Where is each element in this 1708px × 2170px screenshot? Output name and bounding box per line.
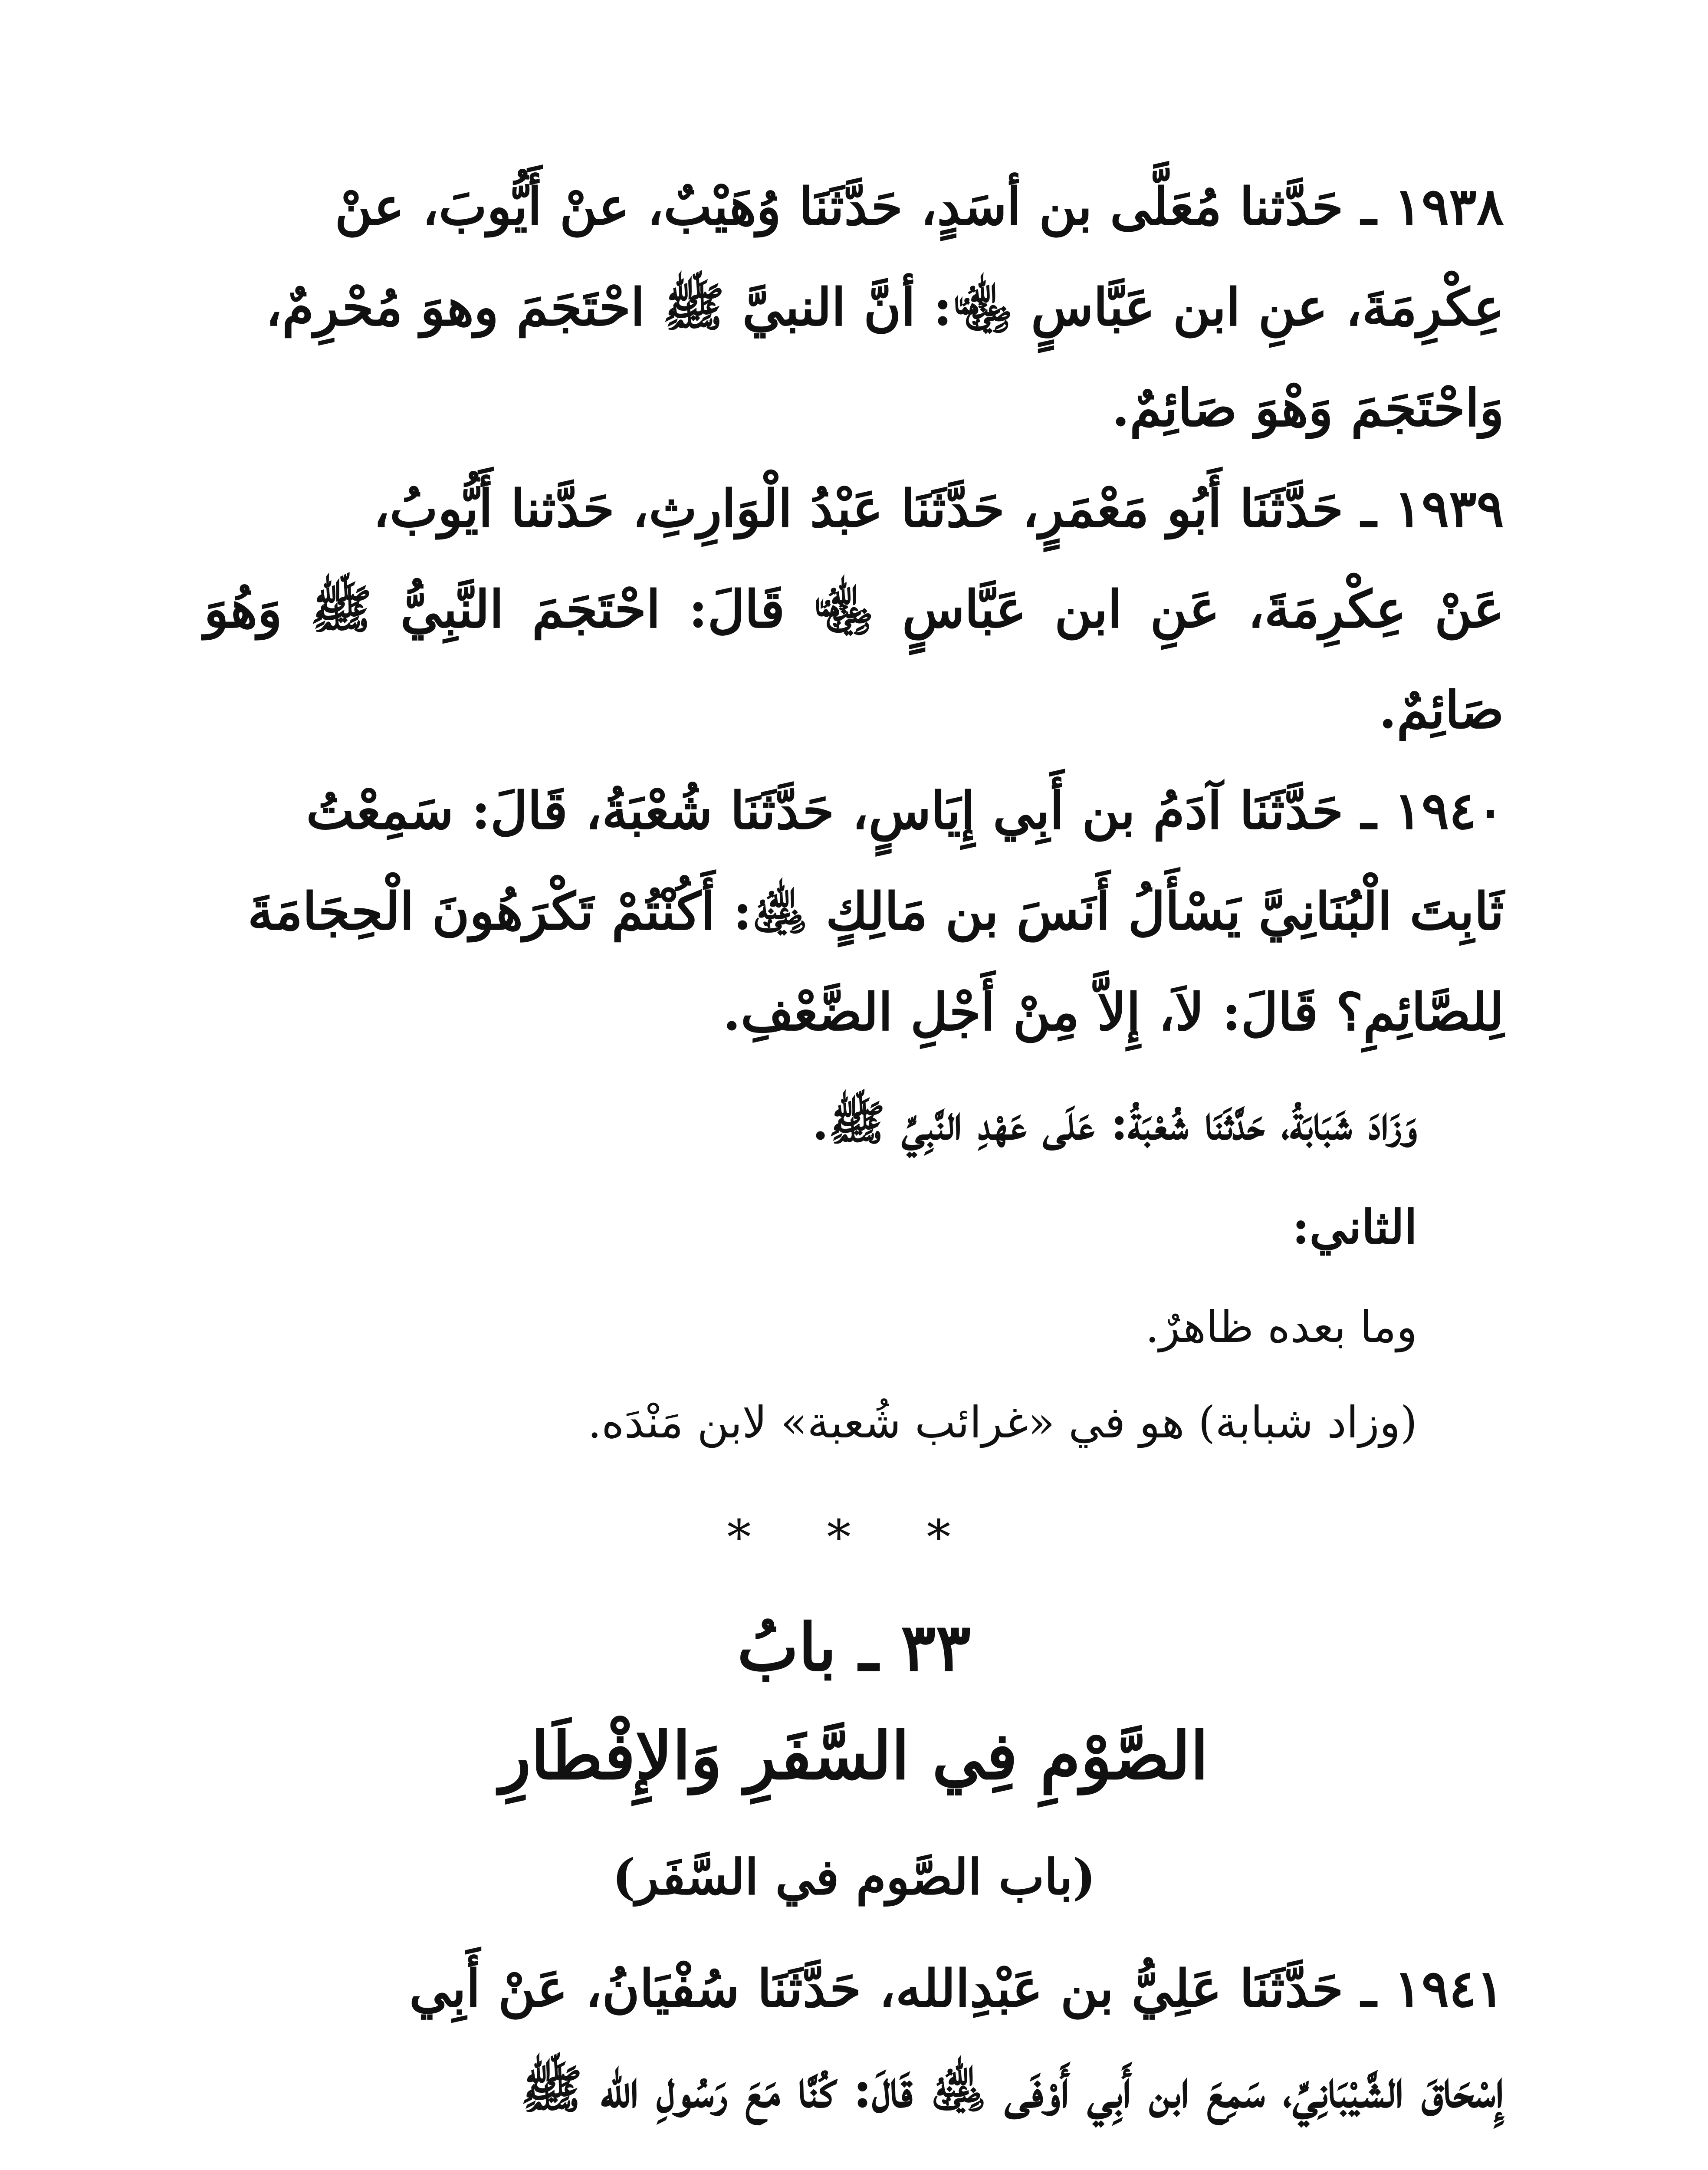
hadith-1941 [204, 1938, 1504, 2140]
hadith-1938 [204, 156, 1504, 458]
hadith-1939-line-1: ١٩٣٩ ـ حَدَّثَنَا أَبُو مَعْمَرٍ، حَدَّثَنَا عَبْدُ الْوَارِثِ، حَدَّثنا أَيُّوبُ، [373, 478, 1504, 539]
hadith-1938-line-3: وَاحْتَجَمَ وَهْوَ صَائِمٌ. [1112, 378, 1504, 438]
commentary-line-1: وما بعده ظاهرٌ. [1145, 1302, 1417, 1352]
hadith-1938-line-2: عِكْرِمَةَ، عنِ ابن عَبَّاسٍ ﵄: أنَّ النبيَّ ﷺ احْتَجَمَ وهوَ مُحْرِمٌ، [266, 277, 1504, 337]
commentary-line-2: (وزاد شبابة) هو في «غرائب شُعبة» لابن مَنْدَه. [588, 1397, 1417, 1448]
hadith-1941-line-1: ١٩٤١ ـ حَدَّثَنَا عَلِيُّ بن عَبْدِالله، حَدَّثَنَا سُفْيَانُ، عَنْ أَبِي [409, 1958, 1504, 2019]
chapter-title: الصَّوْمِ فِي السَّفَرِ وَالإِفْطَارِ [499, 1718, 1209, 1794]
hadith-1939-line-2: عَنْ عِكْرِمَةَ، عَنِ ابن عَبَّاسٍ ﵄ قَالَ: احْتَجَمَ النَّبِيُّ ﷺ وَهُوَ صَائِمٌ. [204, 579, 1504, 740]
chapter-number: ٣٣ ـ بابُ [737, 1609, 971, 1686]
hadith-1940-line-2: ثَابِتَ الْبُنَانِيَّ يَسْأَلُ أَنَسَ بن مَالِكٍ ﵁: أَكُنْتُمْ تَكْرَهُونَ الْحِجَامَةَ [247, 881, 1504, 941]
hadith-1938-line-1: ١٩٣٨ ـ حَدَّثنا مُعَلَّى بن أسَدٍ، حَدَّثَنَا وُهَيْبٌ، عنْ أَيُّوبَ، عنْ [335, 176, 1504, 237]
hadith-1939 [204, 458, 1504, 760]
hadith-1940-line-1: ١٩٤٠ ـ حَدَّثَنَا آدَمُ بن أَبِي إِيَاسٍ، حَدَّثَنَا شُعْبَةُ، قَالَ: سَمِعْتُ [306, 780, 1504, 841]
hadith-1941-line-2: إِسْحَاقَ الشَّيْبَانِيِّ، سَمِعَ ابن أَبِي أَوْفَى ﵁ قَالَ: كُنَّا مَعَ رَسُولِ الله ﷺ [520, 2059, 1504, 2119]
section-separator: * * * [727, 1509, 981, 1565]
hadith-1940 [204, 760, 1504, 1062]
hadith-1940-line-3: لِلصَّائِمِ؟ قَالَ: لاَ، إِلاَّ مِنْ أَجْلِ الضَّعْفِ. [723, 982, 1504, 1042]
hadith-1940-addition: وَزَادَ شَبَابَةُ، حَدَّثَنَا شُعْبَةُ: عَلَى عَهْدِ النَّبِيِّ ﷺ. [812, 1096, 1417, 1151]
commentary-heading: الثاني: [1292, 1200, 1417, 1255]
chapter-subtitle: (باب الصَّوم في السَّفَر) [612, 1849, 1096, 1906]
